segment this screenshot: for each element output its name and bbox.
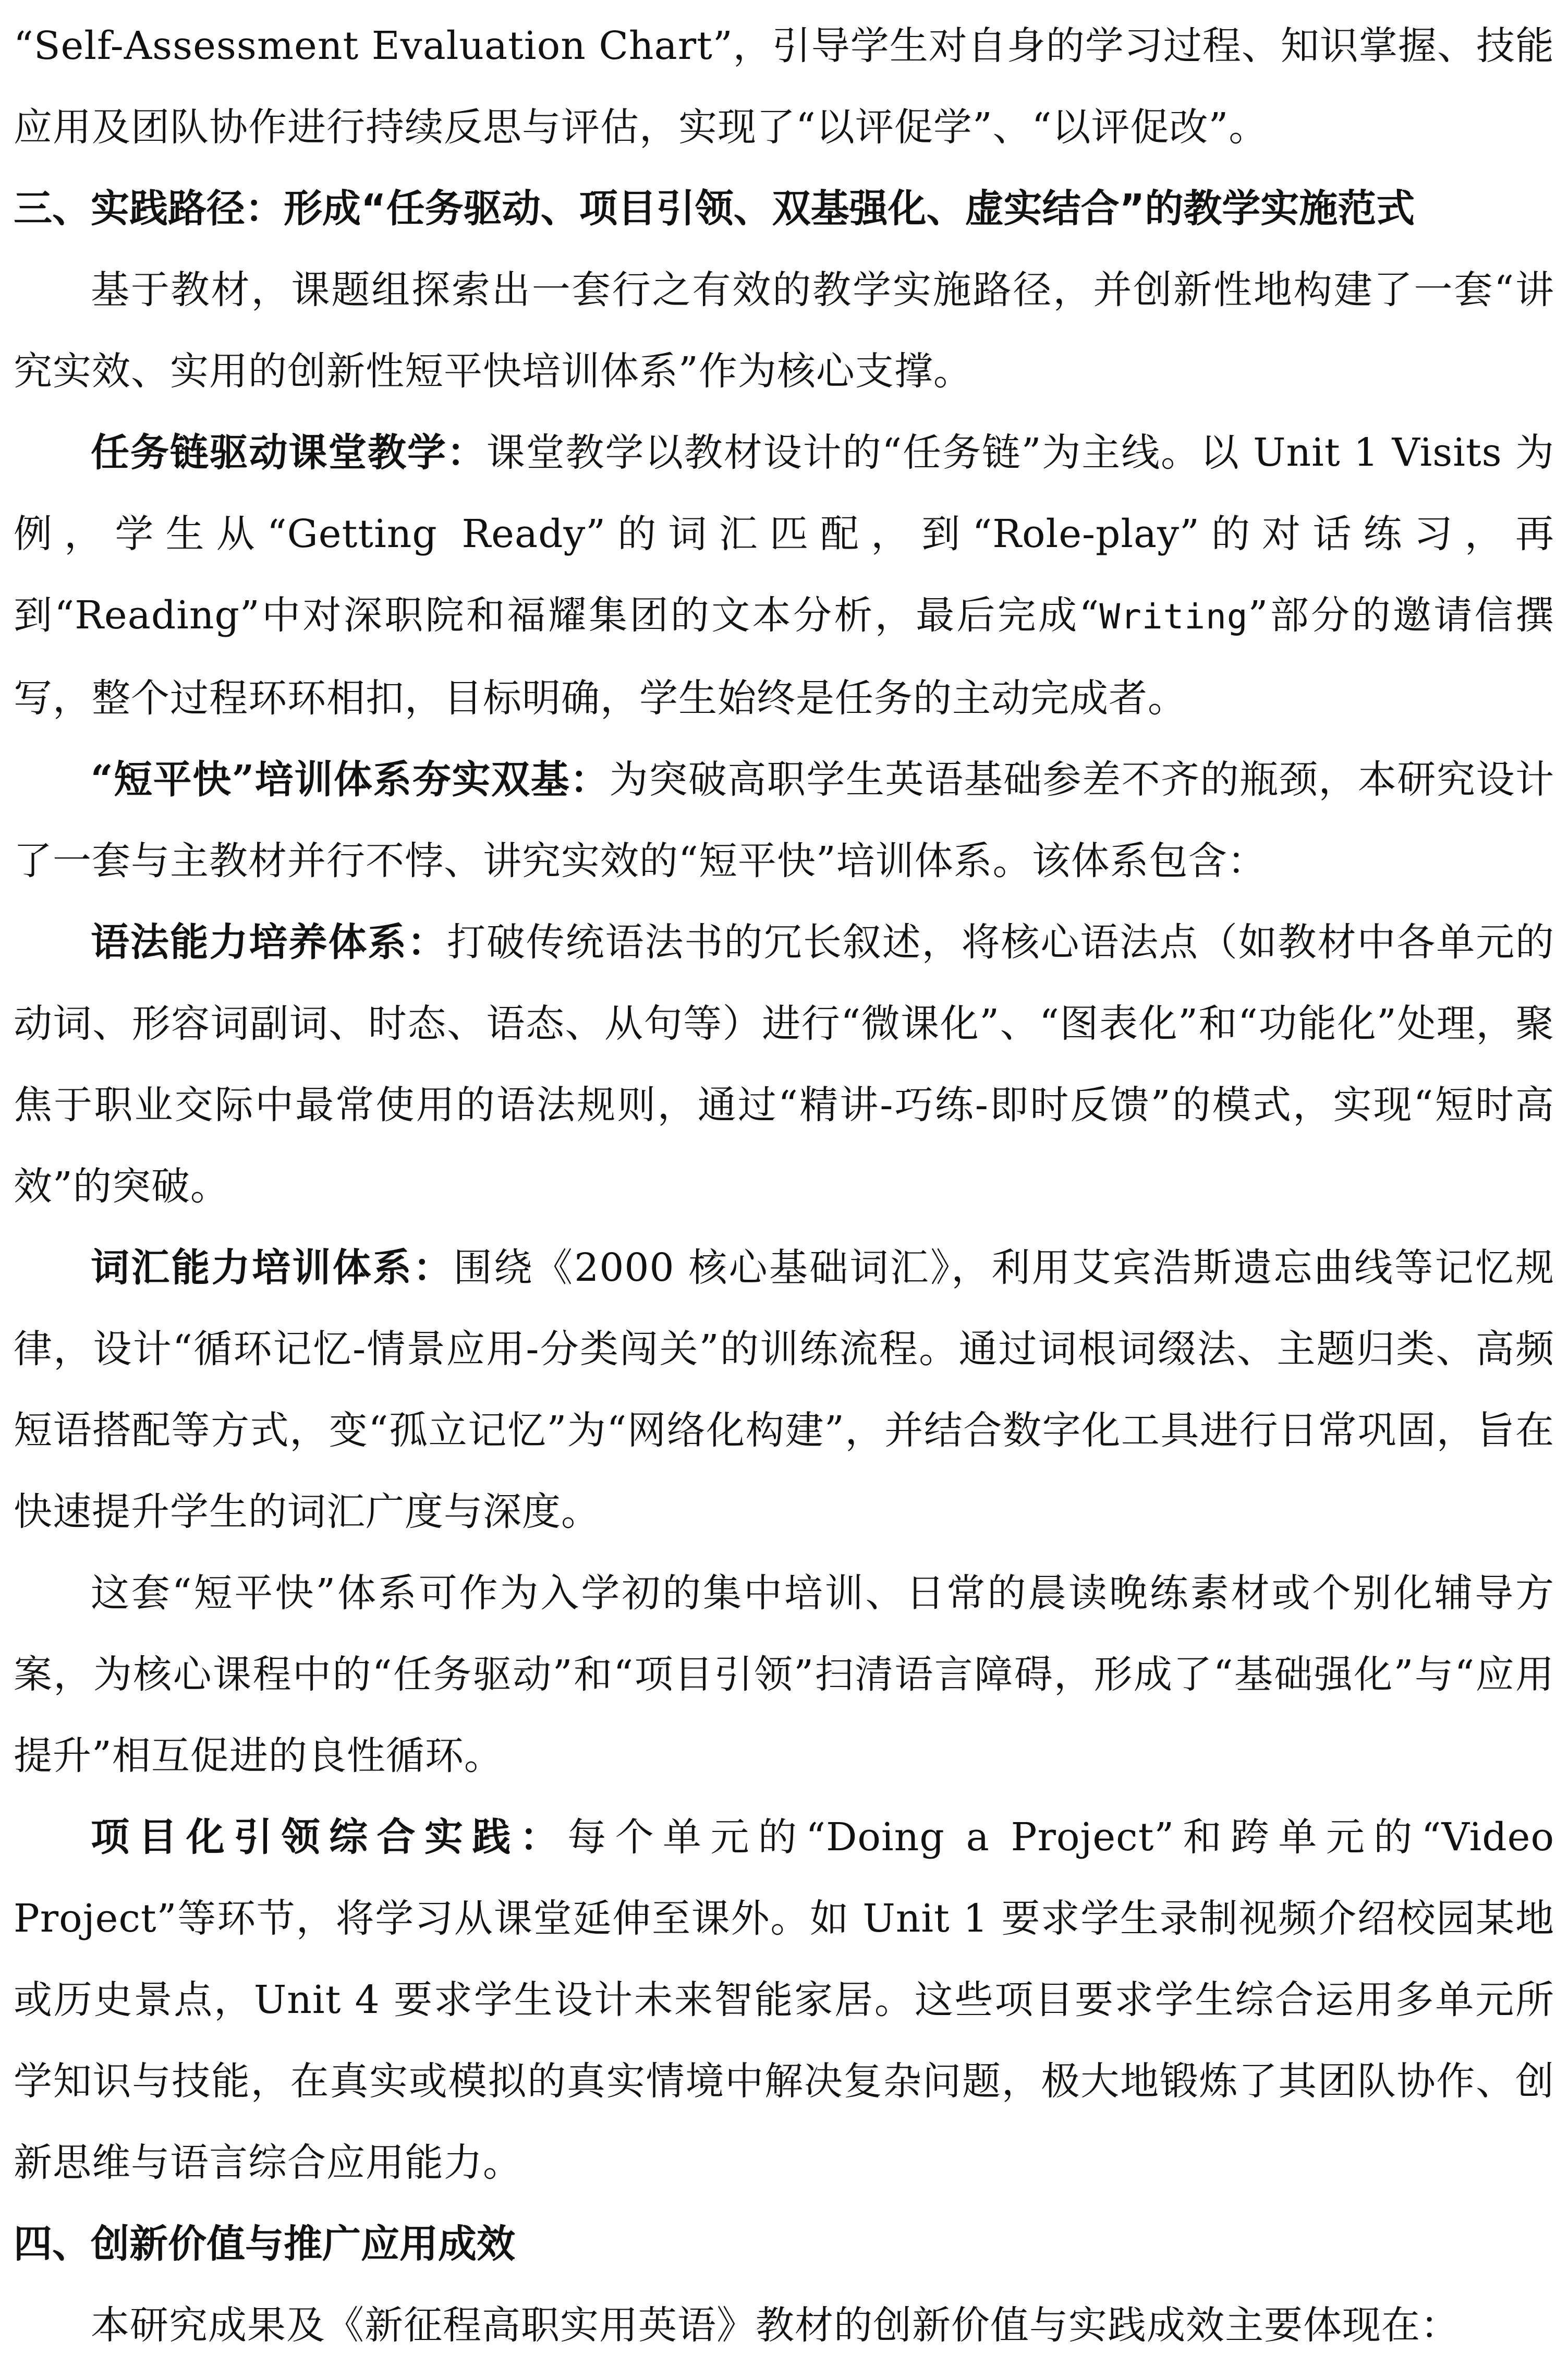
project-lead: 项目化引领综合实践： [91, 1815, 568, 1860]
project-paragraph [14, 1797, 1554, 2203]
intro-paragraph: “Self-Assessment Evaluation Chart”，引导学生对自身的学习过程、知识掌握、技能应用及团队协作进行持续反思与评估，实现了“以评促学”、“以评促改”。 [14, 23, 1554, 150]
task-chain-writing-term: Writing [1099, 597, 1248, 637]
vocabulary-text: 围绕《2000 核心基础词汇》，利用艾宾浩斯遗忘曲线等记忆规律，设计“循环记忆-情景应用-分类闯关”的训练流程。通过词根词缀法、主题归类、高频短语搭配等方式，变“孤立记忆”为“网络化构建”，并结合数字化工具进行日常巩固，旨在快速提升学生的词汇广度与深度。 [14, 1245, 1555, 1534]
vocabulary-paragraph [14, 1227, 1554, 1552]
base-paragraph: 基于教材，课题组探索出一套行之有效的教学实施路径，并创新性地构建了一套“讲究实效、实用的创新性短平快培训体系”作为核心支撑。 [14, 268, 1554, 394]
grammar-lead: 语法能力培养体系： [91, 920, 447, 965]
short-system-text: 为突破高职学生英语基础参差不齐的瓶颈，本研究设计了一套与主教材并行不悖、讲究实效的“短平快”培训体系。该体系包含： [14, 757, 1554, 883]
short-system-lead: “短平快”培训体系夯实双基： [91, 757, 610, 802]
section-heading-4: 四、创新价值与推广应用成效 [14, 2222, 515, 2266]
task-chain-paragraph [14, 412, 1554, 739]
final-paragraph: 本研究成果及《新征程高职实用英语》教材的创新价值与实践成效主要体现在： [91, 2303, 1460, 2348]
system-summary-paragraph: 这套“短平快”体系可作为入学初的集中培训、日常的晨读晚练素材或个别化辅导方案，为核心课程中的“任务驱动”和“项目引领”扫清语言障碍，形成了“基础强化”与“应用提升”相互促进的良性循环。 [14, 1571, 1554, 1778]
short-system-paragraph [14, 739, 1554, 902]
task-chain-text-b: ”部分的邀请信撰写，整个过程环环相扣，目标明确，学生始终是任务的主动完成者。 [14, 593, 1554, 721]
vocabulary-lead: 词汇能力培训体系： [91, 1245, 454, 1290]
grammar-paragraph [14, 902, 1554, 1227]
task-chain-text-a: 课堂教学以教材设计的“任务链”为主线。以 Unit 1 Visits 为例，学生从“Getting Ready”的词汇匹配，到“Role-play”的对话练习，再到“Reading”中对深职院和福耀集团的文本分析，最后完成“ [14, 430, 1555, 638]
section-heading-3: 三、实践路径：形成“任务驱动、项目引领、双基强化、虚实结合”的教学实施范式 [14, 186, 1415, 231]
project-text: 每个单元的“Doing a Project”和跨单元的“Video Project”等环节，将学习从课堂延伸至课外。如 Unit 1 要求学生录制视频介绍校园某地或历史景点，Unit 4 要求学生设计未来智能家居。这些项目要求学生综合运用多单元所学知识与技能，在真实或模拟的真实情境中解决复杂问题，极大地锻炼了其团队协作、创新思维与语言综合应用能力。 [14, 1815, 1555, 2185]
grammar-text: 打破传统语法书的冗长叙述，将核心语法点（如教材中各单元的动词、形容词副词、时态、语态、从句等）进行“微课化”、“图表化”和“功能化”处理，聚焦于职业交际中最常使用的语法规则，通过“精讲-巧练-即时反馈”的模式，实现“短时高效”的突破。 [14, 920, 1554, 1209]
task-chain-lead: 任务链驱动课堂教学： [91, 430, 487, 475]
